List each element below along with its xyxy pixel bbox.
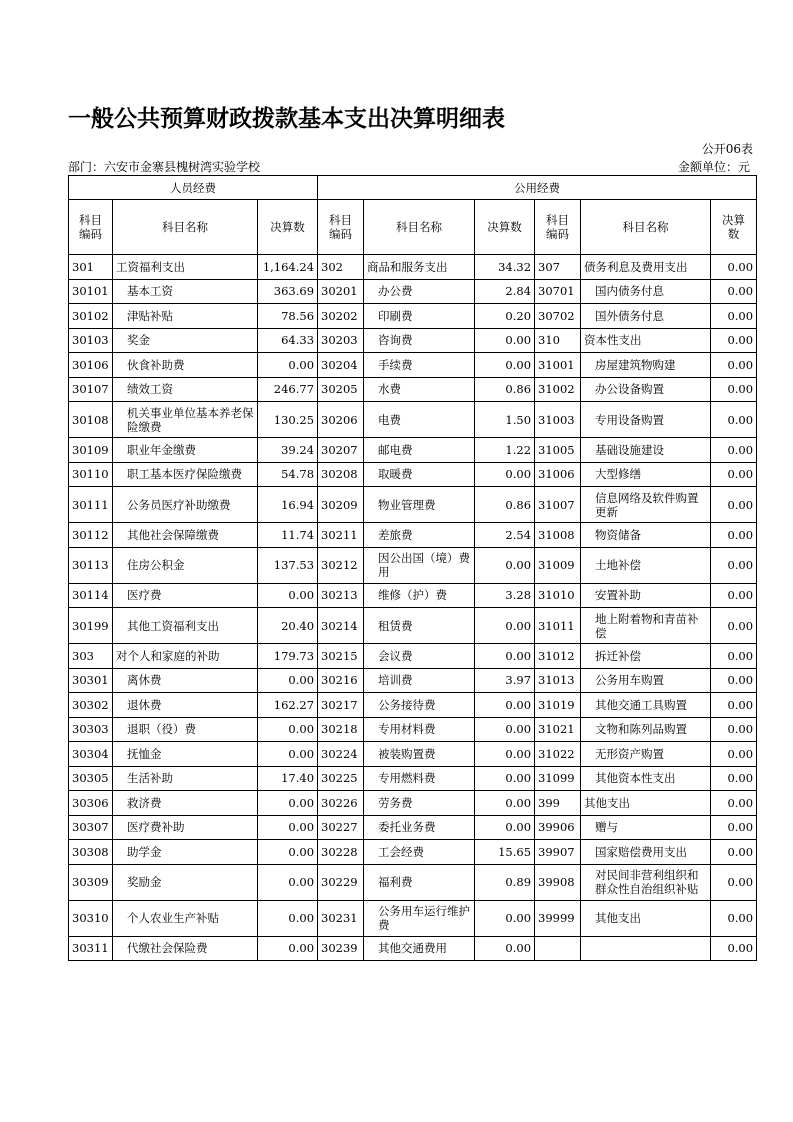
cell-name: 其他支出 [581,791,711,816]
cell-amount: 0.00 [711,900,757,936]
cell-amount: 0.00 [711,693,757,718]
cell-code: 30302 [69,693,113,718]
cell-code: 31002 [535,377,581,402]
cell-name: 住房公积金 [113,547,258,583]
cell-name: 职工基本医疗保险缴费 [113,462,258,487]
cell-code: 30702 [535,304,581,329]
cell-name: 伙食补助费 [113,353,258,378]
cell-amount: 0.00 [475,815,535,840]
cell-name: 劳务费 [364,791,475,816]
cell-amount: 0.00 [711,462,757,487]
cell-code: 30304 [69,742,113,767]
cell-code: 30226 [318,791,364,816]
cell-name: 福利费 [364,864,475,900]
cell-amount: 0.20 [475,304,535,329]
table-row [69,487,757,523]
cell-amount: 0.00 [258,815,318,840]
cell-name: 维修（护）费 [364,583,475,608]
cell-amount: 1,164.24 [258,255,318,280]
unit-label: 金额单位：元 [677,160,750,174]
cell-code: 30701 [535,279,581,304]
cell-code: 30216 [318,668,364,693]
header-name: 科目名称 [581,200,711,255]
cell-code: 39999 [535,900,581,936]
table-row [69,523,757,548]
cell-name: 资本性支出 [581,328,711,353]
cell-amount: 162.27 [258,693,318,718]
cell-amount: 0.00 [475,644,535,669]
cell-name: 公务用车运行维护费 [364,900,475,936]
cell-name: 拆迁补偿 [581,644,711,669]
cell-name: 被装购置费 [364,742,475,767]
cell-amount: 3.28 [475,583,535,608]
cell-amount: 179.73 [258,644,318,669]
cell-code: 30205 [318,377,364,402]
cell-amount: 130.25 [258,402,318,438]
cell-code: 30303 [69,717,113,742]
cell-amount: 0.00 [475,742,535,767]
header-name: 科目名称 [113,200,258,255]
cell-amount: 363.69 [258,279,318,304]
cell-name: 津贴补贴 [113,304,258,329]
group-public: 公用经费 [318,176,757,200]
cell-code: 302 [318,255,364,280]
department-label: 部门：六安市金寨县槐树湾实验学校 [68,160,261,174]
cell-name: 其他社会保障缴费 [113,523,258,548]
header-code: 科目编码 [535,200,581,255]
cell-code: 31001 [535,353,581,378]
cell-amount: 64.33 [258,328,318,353]
cell-code: 30204 [318,353,364,378]
cell-amount: 0.00 [711,402,757,438]
cell-amount: 0.00 [711,742,757,767]
cell-name: 国内债务付息 [581,279,711,304]
cell-name: 个人农业生产补贴 [113,900,258,936]
cell-name: 差旅费 [364,523,475,548]
cell-amount: 0.00 [711,353,757,378]
cell-amount: 0.00 [258,668,318,693]
cell-amount: 0.00 [711,279,757,304]
cell-code: 30239 [318,936,364,961]
cell-name: 职业年金缴费 [113,438,258,463]
cell-code: 301 [69,255,113,280]
cell-code: 30203 [318,328,364,353]
cell-name: 房屋建筑物购建 [581,353,711,378]
cell-code: 39906 [535,815,581,840]
cell-name: 文物和陈列品购置 [581,717,711,742]
cell-amount: 0.00 [711,668,757,693]
expenditure-table [68,175,757,961]
cell-code: 30113 [69,547,113,583]
cell-code: 31005 [535,438,581,463]
cell-amount: 0.89 [475,864,535,900]
cell-code: 30228 [318,840,364,865]
cell-name: 对个人和家庭的补助 [113,644,258,669]
header-code: 科目编码 [69,200,113,255]
cell-name: 离休费 [113,668,258,693]
cell-amount: 20.40 [258,608,318,644]
table-row [69,353,757,378]
cell-amount: 0.00 [711,608,757,644]
header-amount: 决算数 [475,200,535,255]
cell-amount: 0.00 [258,717,318,742]
cell-code: 30206 [318,402,364,438]
cell-code: 31012 [535,644,581,669]
cell-name: 印刷费 [364,304,475,329]
cell-amount: 0.00 [475,766,535,791]
cell-name: 医疗费 [113,583,258,608]
cell-name: 其他资本性支出 [581,766,711,791]
table-row [69,840,757,865]
cell-code: 30309 [69,864,113,900]
cell-amount: 0.00 [711,547,757,583]
cell-code: 30106 [69,353,113,378]
cell-name: 其他交通费用 [364,936,475,961]
cell-amount: 0.00 [711,815,757,840]
table-row [69,717,757,742]
cell-name: 因公出国（境）费用 [364,547,475,583]
cell-name: 水费 [364,377,475,402]
table-row [69,328,757,353]
cell-code: 303 [69,644,113,669]
cell-amount: 0.00 [475,791,535,816]
table-row [69,304,757,329]
table-row [69,547,757,583]
cell-code: 31006 [535,462,581,487]
cell-amount: 11.74 [258,523,318,548]
cell-code: 31021 [535,717,581,742]
cell-amount: 0.00 [475,353,535,378]
cell-amount: 246.77 [258,377,318,402]
cell-name: 对民间非营利组织和群众性自治组织补贴 [581,864,711,900]
cell-name: 绩效工资 [113,377,258,402]
cell-amount: 34.32 [475,255,535,280]
cell-code: 31007 [535,487,581,523]
cell-code: 310 [535,328,581,353]
cell-amount: 0.00 [475,693,535,718]
cell-amount: 0.00 [711,766,757,791]
table-row [69,377,757,402]
cell-name: 债务利息及费用支出 [581,255,711,280]
cell-name: 办公费 [364,279,475,304]
cell-name: 物业管理费 [364,487,475,523]
cell-amount: 0.00 [711,487,757,523]
cell-code: 30209 [318,487,364,523]
cell-code: 399 [535,791,581,816]
header-amount: 决算数 [711,200,757,255]
cell-code: 30102 [69,304,113,329]
cell-amount: 15.65 [475,840,535,865]
table-row [69,766,757,791]
cell-name: 退休费 [113,693,258,718]
cell-amount: 0.00 [475,900,535,936]
cell-code: 30107 [69,377,113,402]
cell-name: 工资福利支出 [113,255,258,280]
cell-code: 31013 [535,668,581,693]
cell-amount: 0.00 [711,644,757,669]
group-personnel: 人员经费 [69,176,318,200]
table-row [69,693,757,718]
cell-code: 31010 [535,583,581,608]
table-row [69,255,757,280]
cell-amount: 0.00 [711,255,757,280]
form-code: 公开06表 [701,142,753,156]
cell-name: 安置补助 [581,583,711,608]
cell-code: 30211 [318,523,364,548]
cell-code: 30114 [69,583,113,608]
cell-name: 商品和服务支出 [364,255,475,280]
cell-name: 大型修缮 [581,462,711,487]
cell-code: 30103 [69,328,113,353]
cell-code: 30217 [318,693,364,718]
cell-amount: 0.00 [711,438,757,463]
header-code: 科目编码 [318,200,364,255]
cell-name: 公务接待费 [364,693,475,718]
cell-name: 抚恤金 [113,742,258,767]
cell-name: 救济费 [113,791,258,816]
cell-code: 30224 [318,742,364,767]
cell-name: 代缴社会保险费 [113,936,258,961]
cell-code: 30101 [69,279,113,304]
cell-code: 31019 [535,693,581,718]
cell-code: 30213 [318,583,364,608]
table-row [69,900,757,936]
cell-amount: 0.00 [475,328,535,353]
cell-code: 30108 [69,402,113,438]
table-row [69,815,757,840]
cell-amount: 39.24 [258,438,318,463]
cell-amount: 2.54 [475,523,535,548]
cell-amount: 1.50 [475,402,535,438]
cell-name: 基本工资 [113,279,258,304]
cell-amount: 137.53 [258,547,318,583]
cell-amount: 0.00 [711,523,757,548]
cell-amount: 0.00 [475,547,535,583]
cell-name: 办公设备购置 [581,377,711,402]
cell-code: 30306 [69,791,113,816]
cell-name: 咨询费 [364,328,475,353]
cell-code: 31008 [535,523,581,548]
cell-code: 30308 [69,840,113,865]
cell-amount: 0.00 [475,717,535,742]
table-row [69,462,757,487]
cell-name: 赠与 [581,815,711,840]
cell-code: 30231 [318,900,364,936]
cell-code: 30307 [69,815,113,840]
table-row [69,644,757,669]
cell-code: 30111 [69,487,113,523]
cell-amount: 0.00 [258,936,318,961]
cell-code: 30229 [318,864,364,900]
cell-amount: 0.00 [258,840,318,865]
cell-code: 30310 [69,900,113,936]
cell-name: 基础设施建设 [581,438,711,463]
cell-amount: 0.00 [258,353,318,378]
table-row [69,402,757,438]
cell-name: 无形资产购置 [581,742,711,767]
cell-name: 退职（役）费 [113,717,258,742]
cell-amount: 3.97 [475,668,535,693]
cell-amount: 1.22 [475,438,535,463]
header-name: 科目名称 [364,200,475,255]
table-row [69,864,757,900]
cell-code: 39907 [535,840,581,865]
cell-code: 31099 [535,766,581,791]
cell-amount: 0.00 [711,377,757,402]
cell-name: 公务用车购置 [581,668,711,693]
cell-name: 电费 [364,402,475,438]
cell-code: 30110 [69,462,113,487]
cell-name: 邮电费 [364,438,475,463]
cell-name: 土地补偿 [581,547,711,583]
cell-code: 30215 [318,644,364,669]
cell-code: 30212 [318,547,364,583]
cell-amount: 0.00 [258,583,318,608]
cell-amount: 0.00 [258,900,318,936]
cell-name: 其他交通工具购置 [581,693,711,718]
cell-name: 地上附着物和青苗补偿 [581,608,711,644]
cell-name: 会议费 [364,644,475,669]
table-row [69,438,757,463]
cell-amount: 2.84 [475,279,535,304]
cell-name: 国外债务付息 [581,304,711,329]
cell-code: 31011 [535,608,581,644]
cell-amount: 54.78 [258,462,318,487]
cell-name: 取暖费 [364,462,475,487]
cell-amount: 0.00 [711,840,757,865]
cell-code: 30201 [318,279,364,304]
cell-amount: 78.56 [258,304,318,329]
cell-code: 30202 [318,304,364,329]
cell-amount: 0.00 [475,936,535,961]
cell-amount: 16.94 [258,487,318,523]
cell-amount: 0.00 [711,583,757,608]
cell-amount: 0.00 [711,328,757,353]
cell-code: 30199 [69,608,113,644]
cell-code: 31022 [535,742,581,767]
table-row [69,279,757,304]
cell-name: 奖金 [113,328,258,353]
cell-amount: 0.00 [475,462,535,487]
cell-code: 30208 [318,462,364,487]
cell-code: 30207 [318,438,364,463]
cell-name: 医疗费补助 [113,815,258,840]
cell-name: 生活补助 [113,766,258,791]
cell-code: 31009 [535,547,581,583]
cell-amount: 17.40 [258,766,318,791]
cell-amount: 0.00 [258,864,318,900]
table-row [69,608,757,644]
cell-name: 机关事业单位基本养老保险缴费 [113,402,258,438]
cell-code: 39908 [535,864,581,900]
cell-name: 专用材料费 [364,717,475,742]
cell-code: 30311 [69,936,113,961]
cell-name: 手续费 [364,353,475,378]
cell-code: 30225 [318,766,364,791]
cell-code: 30109 [69,438,113,463]
cell-amount: 0.86 [475,487,535,523]
cell-name: 专用设备购置 [581,402,711,438]
cell-code: 30305 [69,766,113,791]
cell-amount: 0.00 [711,717,757,742]
cell-code: 30112 [69,523,113,548]
cell-amount: 0.00 [711,936,757,961]
cell-code: 30214 [318,608,364,644]
cell-amount: 0.00 [258,791,318,816]
cell-amount: 0.00 [711,304,757,329]
cell-code: 30301 [69,668,113,693]
cell-code: 307 [535,255,581,280]
cell-name: 工会经费 [364,840,475,865]
cell-name: 培训费 [364,668,475,693]
cell-amount: 0.00 [475,608,535,644]
cell-code: 30218 [318,717,364,742]
table-row [69,668,757,693]
cell-code: 30227 [318,815,364,840]
cell-name: 租赁费 [364,608,475,644]
cell-name: 物资储备 [581,523,711,548]
table-row [69,583,757,608]
cell-amount: 0.00 [711,791,757,816]
cell-code: 31003 [535,402,581,438]
cell-amount: 0.00 [711,864,757,900]
cell-amount: 0.00 [258,742,318,767]
cell-name: 公务员医疗补助缴费 [113,487,258,523]
cell-name: 信息网络及软件购置更新 [581,487,711,523]
cell-amount: 0.86 [475,377,535,402]
cell-code [535,936,581,961]
cell-name: 其他支出 [581,900,711,936]
page-title: 一般公共预算财政拨款基本支出决算明细表 [68,106,505,132]
header-amount: 决算数 [258,200,318,255]
table-row [69,936,757,961]
cell-name: 奖励金 [113,864,258,900]
cell-name: 专用燃料费 [364,766,475,791]
table-row [69,742,757,767]
table-row [69,791,757,816]
cell-name: 助学金 [113,840,258,865]
cell-name [581,936,711,961]
cell-name: 国家赔偿费用支出 [581,840,711,865]
cell-name: 委托业务费 [364,815,475,840]
cell-name: 其他工资福利支出 [113,608,258,644]
table-body [69,255,757,961]
